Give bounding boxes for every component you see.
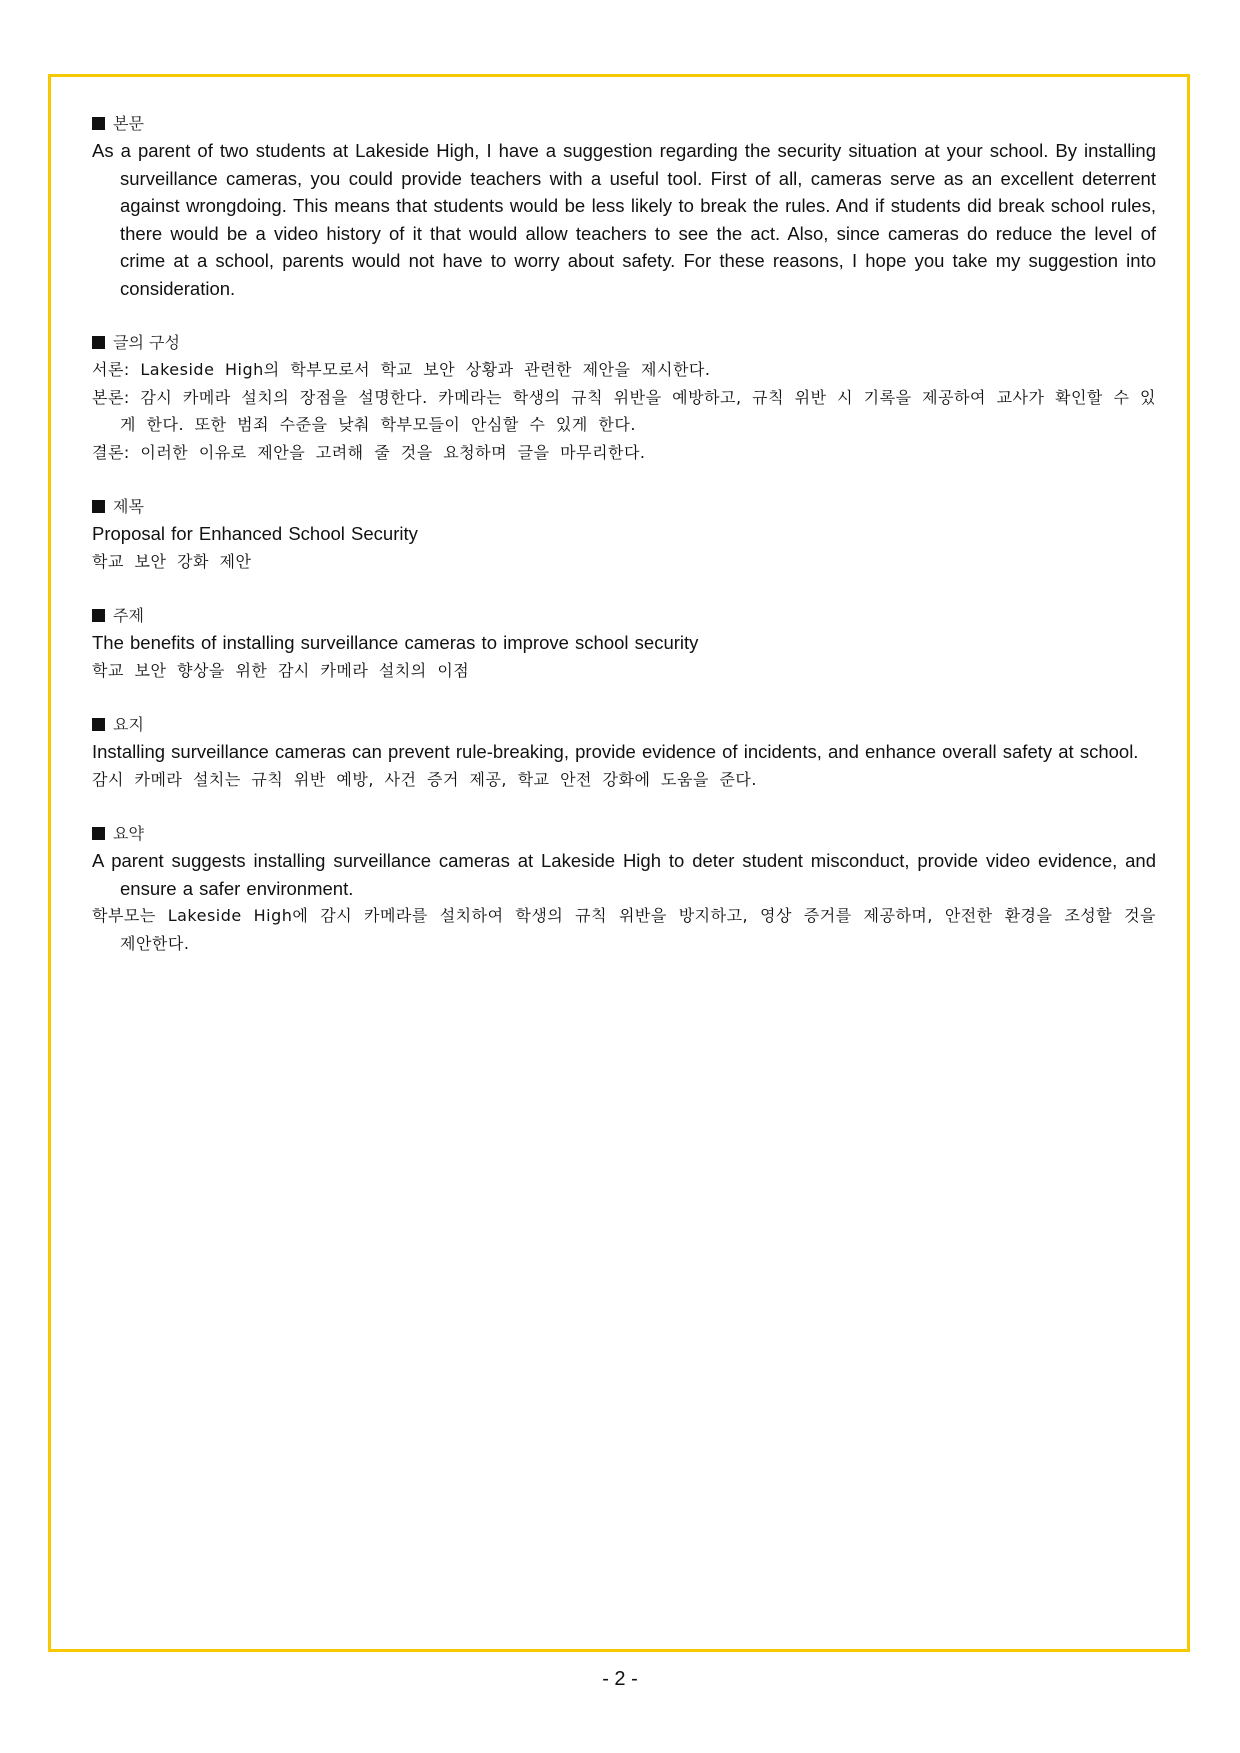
heading-label: 본문: [113, 114, 144, 133]
gist-korean: 감시 카메라 설치는 규칙 위반 예방, 사건 증거 제공, 학교 안전 강화에 도움을 준다.: [92, 769, 757, 789]
square-bullet-icon: [92, 609, 105, 622]
section-title: [92, 493, 1156, 575]
section-heading: [92, 602, 1156, 629]
section-body-text: [92, 110, 1156, 302]
gist-english: Installing surveillance cameras can prevent rule-breaking, provide evidence of incidents, and enhance overall safety at school.: [92, 741, 1139, 762]
structure-conclusion: 결론: 이러한 이유로 제안을 고려해 줄 것을 요청하며 글을 마무리한다.: [92, 442, 646, 462]
topic-korean: 학교 보안 향상을 위한 감시 카메라 설치의 이점: [92, 660, 470, 680]
section-heading: [92, 110, 1156, 137]
section-heading: [92, 711, 1156, 738]
heading-label: 요약: [113, 824, 144, 843]
section-structure: [92, 329, 1156, 466]
square-bullet-icon: [92, 718, 105, 731]
summary-korean: 학부모는 Lakeside High에 감시 카메라를 설치하여 학생의 규칙 위반을 방지하고, 영상 증거를 제공하며, 안전한 환경을 조성할 것을 제안한다.: [92, 906, 1156, 953]
square-bullet-icon: [92, 117, 105, 130]
section-heading: [92, 493, 1156, 520]
structure-intro: 서론: Lakeside High의 학부모로서 학교 보안 상황과 관련한 제안을 제시한다.: [92, 360, 711, 379]
heading-label: 제목: [113, 497, 144, 516]
structure-body: 본론: 감시 카메라 설치의 장점을 설명한다. 카메라는 학생의 규칙 위반을 예방하고, 규칙 위반 시 기록을 제공하여 교사가 확인할 수 있게 한다. 또한 범죄 수준을 낮춰 학부모들이 안심할 수 있게 한다.: [92, 387, 1156, 434]
section-heading: [92, 820, 1156, 847]
square-bullet-icon: [92, 336, 105, 349]
passage-paragraph: As a parent of two students at Lakeside High, I have a suggestion regarding the security situation at your school. By installing surveillance cameras, you could provide teachers with a useful tool. First of all, cameras serve as an excellent deterrent against wrongdoing. This means that students would be less likely to break the rules. And if students did break school rules, there would be a video history of it that would allow teachers to see the act. Also, since cameras do reduce the level of crime at a school, parents would not have to worry about safety. For these reasons, I hope you take my suggestion into consideration.: [92, 140, 1156, 299]
heading-label: 주제: [113, 606, 144, 625]
summary-english: A parent suggests installing surveillance cameras at Lakeside High to deter student misconduct, provide video evidence, and ensure a safer environment.: [92, 850, 1156, 899]
page-number: - 2 -: [602, 1668, 638, 1690]
document-body: [92, 110, 1156, 984]
topic-english: The benefits of installing surveillance cameras to improve school security: [92, 632, 699, 653]
section-heading: [92, 329, 1156, 356]
title-korean: 학교 보안 강화 제안: [92, 551, 252, 571]
title-english: Proposal for Enhanced School Security: [92, 523, 418, 544]
section-topic: [92, 602, 1156, 684]
section-gist: [92, 711, 1156, 793]
square-bullet-icon: [92, 827, 105, 840]
heading-label: 글의 구성: [113, 333, 180, 352]
section-summary: [92, 820, 1156, 957]
square-bullet-icon: [92, 500, 105, 513]
heading-label: 요지: [113, 715, 144, 734]
